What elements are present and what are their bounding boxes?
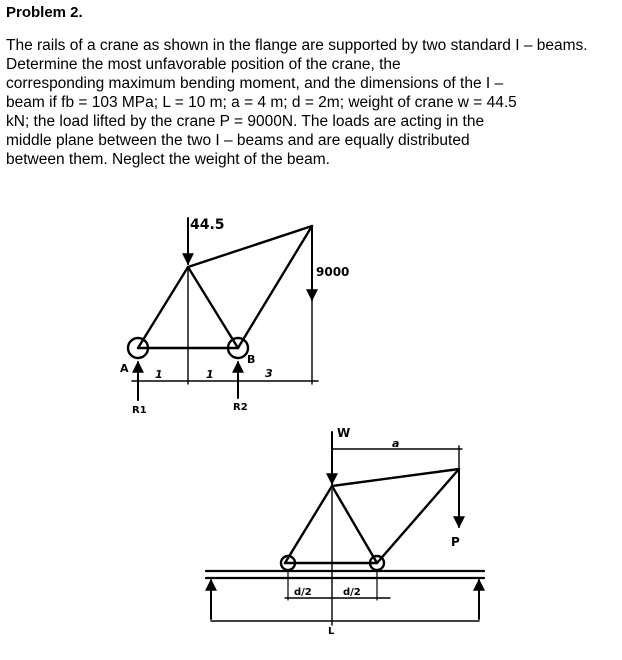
frame-right [377,469,459,563]
label-point-b: B [247,353,256,366]
frame-top [332,469,459,486]
figure-2-labels [294,426,460,637]
label-load-p2: P [451,535,460,549]
label-load-w2: W [337,426,351,440]
frame-center [332,486,377,563]
label-reaction-r1: R1 [132,405,147,416]
label-dim-l: L [328,626,335,637]
label-dim-d1: d/2 [294,587,312,598]
label-dim-3: 3 [265,367,273,380]
frame-left [285,486,332,563]
label-dim-1: 1 [155,368,163,381]
member-center [188,267,238,348]
label-dim-a: a [392,437,400,450]
problem-title: Problem 2. [6,4,83,21]
problem-statement: The rails of a crane as shown in the flange are supported by two standard I – beams. Determine the most unfavorable position of the crane, the corresponding maximum bending moment, and the dimensions of the I – beam if fb = 103 MPa; L = 10 m; a = 4 m; d = 2m; weight of crane w = 44.5 kN; the load lifted by the crane P = 9000N. The loads are acting in the middle plane between the two I – beams and are equally distributed between them. Neglect the weight of the beam. [6,37,588,168]
label-dim-2: 1 [206,368,214,381]
figure-1-labels [120,217,349,416]
member-right [238,226,312,348]
label-reaction-r2: R2 [233,402,248,413]
label-point-a: A [120,362,129,375]
label-load-w: 44.5 [190,217,225,233]
member-left [138,267,188,348]
label-load-p: 9000 [316,265,350,279]
label-dim-d2: d/2 [343,587,361,598]
